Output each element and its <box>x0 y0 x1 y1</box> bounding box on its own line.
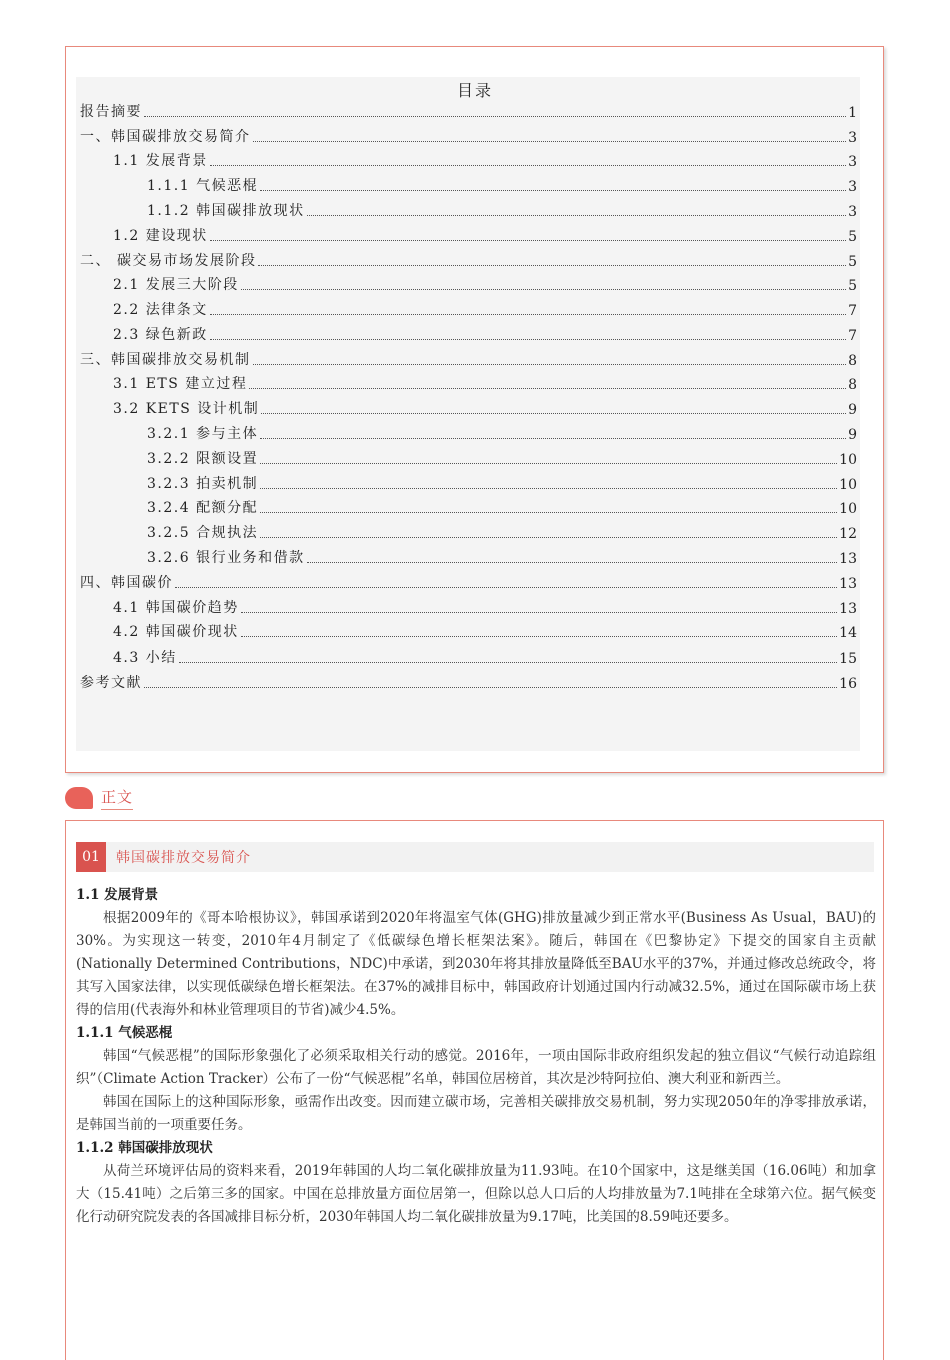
chapter-title: 韩国碳排放交易简介 <box>116 850 251 866</box>
toc-leader <box>241 635 837 637</box>
toc-leader <box>210 164 846 166</box>
toc-leader <box>210 239 846 241</box>
toc-leader <box>307 214 847 216</box>
toc-entry[interactable]: 参考文献 16 <box>80 675 857 692</box>
toc-entry[interactable]: 2.2 法律条文 7 <box>113 302 857 319</box>
toc-entry[interactable]: 3.2.2 限额设置 10 <box>147 451 857 468</box>
toc-entry[interactable]: 一、韩国碳排放交易简介 3 <box>80 129 857 146</box>
toc-entry[interactable]: 1.1.2 韩国碳排放现状 3 <box>147 203 857 220</box>
chapter-number: 01 <box>76 842 106 872</box>
toc-entry[interactable]: 3.2.1 参与主体 9 <box>147 426 857 443</box>
toc-entry[interactable]: 3.2.3 拍卖机制 10 <box>147 476 857 493</box>
toc-leader <box>260 437 846 439</box>
toc-entry[interactable]: 1.1.1 气候恶棍 3 <box>147 178 857 195</box>
toc-leader <box>144 686 837 688</box>
toc-leader <box>261 412 846 414</box>
toc-entry[interactable]: 三、韩国碳排放交易机制 8 <box>80 352 857 369</box>
heading-1-1: 1.1 发展背景 <box>76 887 159 903</box>
toc-entry[interactable]: 1.1 发展背景 3 <box>113 153 857 170</box>
toc-leader <box>260 536 837 538</box>
toc-leader <box>260 462 837 464</box>
paragraph: 根据2009年的《哥本哈根协议》，韩国承诺到2020年将温室气体(GHG)排放量减少到正常水平(Business As Usual，BAU)的30%。为实现这一转变，2010年4月制定了《低碳绿色增长框架法案》。随后，韩国在《巴黎协定》下提交的国家自主贡献(Nationally Determined Contributions，NDC)中承诺，到2030年将其排放量降低至BAU水平的37%，并通过修改总统政令，将其写入国家法律，以实现低碳绿色增长框架法。在37%的减排目标中，韩国政府计划通过国内行动减32.5%，通过在国际碳市场上获得的信用(代表海外和林业管理项目的节省)减少4.5%。 <box>76 910 876 1018</box>
toc-entry[interactable]: 4.2 韩国碳价现状 14 <box>113 624 857 641</box>
toc-leader <box>241 288 846 290</box>
toc-entry[interactable]: 2.1 发展三大阶段 5 <box>113 277 857 294</box>
section-marker-icon <box>65 787 93 809</box>
toc-leader <box>144 115 846 117</box>
toc-leader <box>258 264 846 266</box>
chapter-header <box>76 842 874 872</box>
toc-leader <box>260 189 846 191</box>
section-label: 正文 <box>101 786 133 810</box>
toc-entry[interactable]: 1.2 建设现状 5 <box>113 228 857 245</box>
toc-entry[interactable]: 3.1 ETS 建立过程 8 <box>113 376 857 393</box>
toc-title: 目录 <box>456 81 493 100</box>
toc-entry[interactable]: 报告摘要 1 <box>80 104 857 121</box>
toc-entry[interactable]: 3.2.5 合规执法 12 <box>147 525 857 542</box>
toc-leader <box>210 313 846 315</box>
toc-leader <box>175 586 837 588</box>
toc-leader <box>241 611 837 613</box>
section-tab <box>65 784 133 812</box>
paragraph: 从荷兰环境评估局的资料来看，2019年韩国的人均二氧化碳排放量为11.93吨。在10个国家中，这是继美国（16.06吨）和加拿大（15.41吨）之后第三多的国家。中国在总排放量方面位居第一，但除以总人口后的人均排放量为7.1吨排在全球第六位。据气候变化行动研究院发表的各国减排目标分析，2030年韩国人均二氧化碳排放量为9.17吨，比美国的8.59吨还要多。 <box>76 1163 876 1225</box>
paragraph: 韩国“气候恶棍”的国际形象强化了必须采取相关行动的感觉。2016年，一项由国际非政府组织发起的独立倡议“气候行动追踪组织”（Climate Action Tracker）公布了一份“气候恶棍”名单，韩国位居榜首，其次是沙特阿拉伯、澳大利亚和新西兰。 <box>76 1048 876 1087</box>
toc-entry[interactable]: 3.2 KETS 设计机制 9 <box>113 401 857 418</box>
toc-leader <box>179 661 837 663</box>
toc-leader <box>307 561 838 563</box>
toc-leader <box>210 338 846 340</box>
toc-leader <box>253 140 847 142</box>
toc-leader <box>260 511 837 513</box>
toc-entry[interactable]: 二、 碳交易市场发展阶段 5 <box>80 253 857 270</box>
toc-entry[interactable]: 四、韩国碳价 13 <box>80 575 857 592</box>
toc-leader <box>249 387 846 389</box>
toc-entry[interactable]: 3.2.4 配额分配 10 <box>147 500 857 517</box>
heading-1-1-1: 1.1.1 气候恶棍 <box>76 1025 173 1041</box>
body-content <box>76 884 876 1229</box>
toc-entry[interactable]: 4.3 小结 15 <box>113 650 857 667</box>
body-frame <box>65 820 884 1360</box>
toc-leader <box>253 363 847 365</box>
heading-1-1-2: 1.1.2 韩国碳排放现状 <box>76 1140 213 1156</box>
toc-entry[interactable]: 4.1 韩国碳价趋势 13 <box>113 600 857 617</box>
paragraph: 韩国在国际上的这种国际形象，亟需作出改变。因而建立碳市场，完善相关碳排放交易机制，努力实现2050年的净零排放承诺，是韩国当前的一项重要任务。 <box>76 1094 876 1133</box>
toc-leader <box>260 487 837 489</box>
toc-entry[interactable]: 2.3 绿色新政 7 <box>113 327 857 344</box>
toc-entry[interactable]: 3.2.6 银行业务和借款 13 <box>147 550 857 567</box>
